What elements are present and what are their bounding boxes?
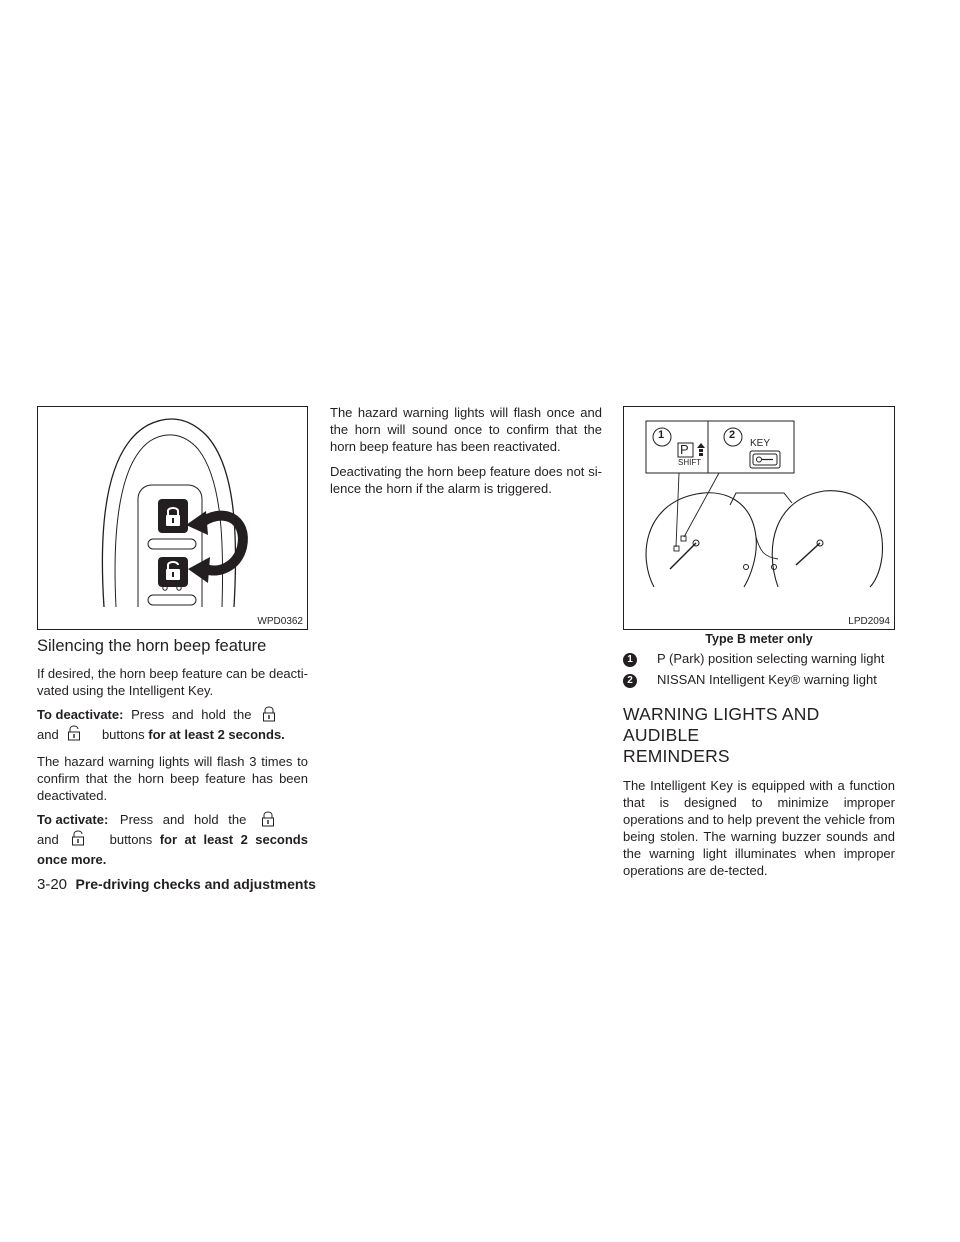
figure-caption: Type B meter only — [705, 632, 813, 646]
column-1 — [37, 636, 308, 870]
activate-label: To activate: — [37, 812, 109, 827]
activate-text: Press and hold the — [119, 812, 247, 827]
activate-buttons: buttons — [109, 832, 153, 847]
deactivate-text: Press and hold the — [131, 707, 252, 722]
shift-label: SHIFT — [678, 458, 702, 467]
heading-line-2: REMINDERS — [623, 746, 730, 766]
unlock-icon — [163, 560, 183, 582]
deactivate-label: To deactivate: — [37, 707, 124, 722]
figure-code: WPD0362 — [257, 616, 303, 627]
activate-and: and — [37, 832, 59, 847]
key-fob-figure — [37, 406, 308, 630]
deactivate-duration: for at least 2 seconds. — [148, 727, 285, 742]
activate-duration: for at least 2 seconds once more. — [37, 832, 308, 867]
legend-item — [623, 650, 895, 667]
legend-text: NISSAN Intelligent Key® warning light — [657, 672, 877, 687]
deactivate-buttons: buttons — [101, 727, 145, 742]
legend-number: 1 — [623, 653, 637, 667]
deactivate-and: and — [37, 727, 59, 742]
intro-paragraph: If desired, the horn beep feature can be deacti-vated using the Intelligent Key. — [37, 666, 308, 698]
activate-instruction — [37, 810, 308, 870]
page-number: 3-20 — [37, 876, 68, 893]
figure-legend — [623, 650, 895, 688]
page-footer — [37, 876, 316, 894]
heading-line-1: WARNING LIGHTS AND AUDIBLE — [623, 704, 820, 745]
deactivate-result: The hazard warning lights will flash 3 times to confirm that the horn beep feature has been deactivated. — [37, 754, 308, 803]
legend-text: P (Park) position selecting warning light — [657, 651, 885, 666]
unlock-button-icon — [66, 725, 82, 742]
lock-button-icon — [261, 705, 277, 722]
unlock-button-icon — [70, 830, 86, 847]
callout-1: 1 — [658, 429, 665, 441]
warning-paragraph: The Intelligent Key is equipped with a function that is designed to minimize improper operations and to help prevent the vehicle from being stolen. The warning buzzer sounds and the warning light illuminates when improper operations are de-tected. — [623, 778, 895, 878]
section-heading-silencing: Silencing the horn beep feature — [37, 637, 267, 655]
park-letter: P — [680, 442, 689, 457]
callout-2: 2 — [729, 429, 736, 441]
column-3 — [623, 704, 895, 879]
key-label: KEY — [750, 438, 771, 449]
column-2 — [330, 404, 602, 497]
reactivated-paragraph: The hazard warning lights will flash once and the horn will sound once to confirm that the horn beep feature has been reactivated. — [330, 405, 602, 454]
legend-item — [623, 671, 895, 688]
legend-number: 2 — [623, 674, 637, 688]
lock-button-icon — [260, 810, 276, 827]
meter-figure — [623, 406, 895, 630]
lock-icon — [163, 505, 183, 527]
deactivate-instruction — [37, 705, 308, 745]
chapter-title: Pre-driving checks and adjustments — [75, 876, 316, 892]
section-heading-warning — [623, 704, 895, 767]
alarm-note-paragraph: Deactivating the horn beep feature does not si-lence the horn if the alarm is triggered. — [330, 464, 602, 496]
figure-code: LPD2094 — [848, 616, 890, 627]
